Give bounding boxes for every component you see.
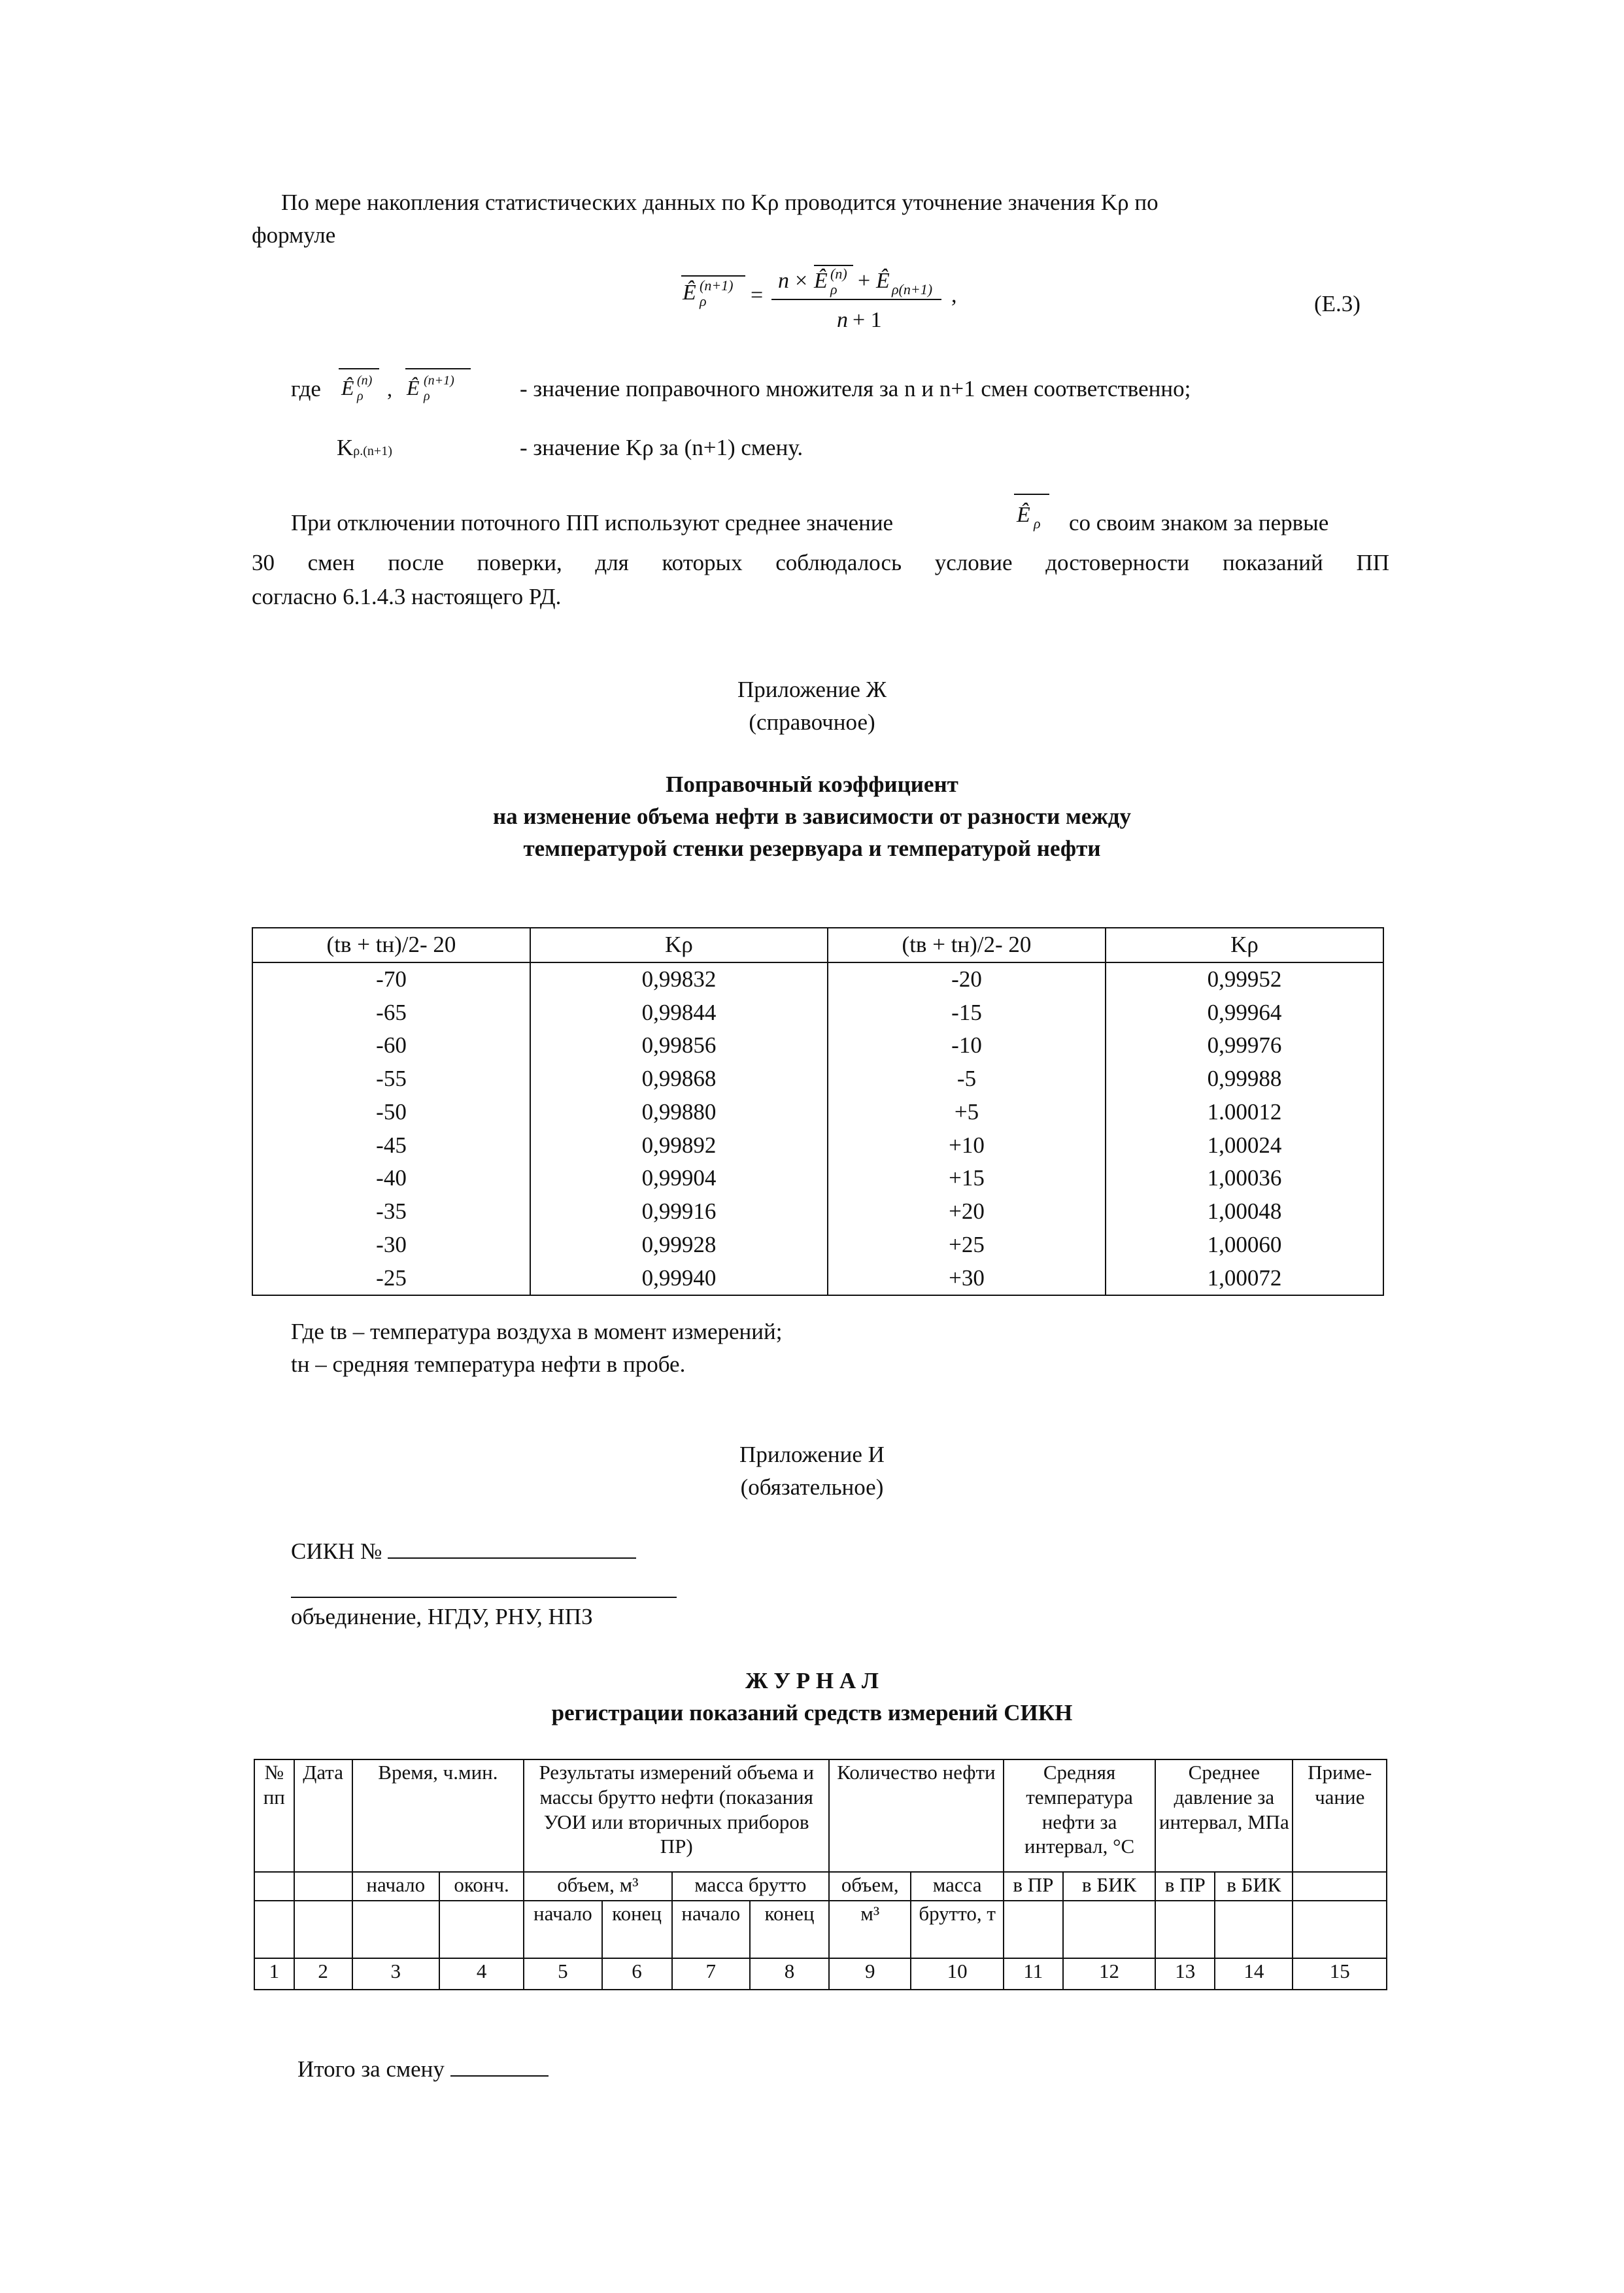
table-cell: 0,99880	[530, 1096, 828, 1129]
svg-text:(n): (n)	[830, 265, 847, 282]
formula-e3	[680, 262, 1007, 340]
table-cell: -70	[252, 962, 530, 996]
table-cell: -15	[828, 996, 1106, 1030]
journal-number-row	[254, 1958, 1387, 1990]
where-sym2: Kρ.(n+1)	[337, 435, 392, 460]
kp-header-kp2: Kρ	[1106, 928, 1383, 962]
sikn-number-blank	[388, 1538, 636, 1559]
ep-bar-symbol	[1010, 492, 1069, 537]
journal-h-vol: объем, м³	[524, 1872, 671, 1901]
journal-h-mass-start: начало	[672, 1901, 750, 1958]
table-cell: 1.00012	[1106, 1096, 1383, 1129]
journal-h-brutto: брутто, т	[911, 1901, 1003, 1958]
journal-col-number: 9	[829, 1958, 911, 1990]
journal-h-qmass: масса	[911, 1872, 1003, 1901]
journal-empty-cell	[1215, 1901, 1293, 1958]
table-cell: 0,99856	[530, 1029, 828, 1062]
journal-h-end: оконч.	[439, 1872, 524, 1901]
journal-col-number: 13	[1155, 1958, 1215, 1990]
journal-empty-cell	[1004, 1901, 1063, 1958]
table-cell: 0,99952	[1106, 962, 1383, 996]
journal-h-date: Дата	[294, 1759, 352, 1872]
para2-a: При отключении поточного ПП используют среднее значение	[291, 510, 894, 535]
svg-text:Ê: Ê	[683, 280, 696, 305]
svg-text:Ê: Ê	[341, 376, 354, 399]
svg-text:ρ: ρ	[357, 389, 364, 403]
journal-header-row3	[254, 1901, 1387, 1958]
appendix-zh-heading2: на изменение объема нефти в зависимости от разности между	[492, 804, 1131, 829]
svg-text:ρ: ρ	[1034, 515, 1041, 532]
table-cell: -45	[252, 1129, 530, 1163]
journal-col-number: 15	[1293, 1958, 1387, 1990]
table-cell: 1,00036	[1106, 1162, 1383, 1195]
table-cell: 0,99988	[1106, 1062, 1383, 1096]
table-cell: -25	[252, 1262, 530, 1296]
table-cell: 0,99892	[530, 1129, 828, 1163]
table-cell: -20	[828, 962, 1106, 996]
formula-graphic	[680, 262, 1007, 340]
table-row	[252, 962, 1383, 996]
appendix-zh-subtitle: (справочное)	[749, 709, 875, 735]
svg-text:ρ: ρ	[830, 281, 837, 297]
where-symbols-graphic	[333, 364, 490, 416]
table-cell: -60	[252, 1029, 530, 1062]
journal-h-qvol: объем,	[829, 1872, 911, 1901]
journal-h-vol-start: начало	[524, 1901, 601, 1958]
journal-empty-cell	[294, 1901, 352, 1958]
ep-bar-graphic	[1010, 492, 1069, 537]
journal-col-number: 14	[1215, 1958, 1293, 1990]
table-cell: 0,99844	[530, 996, 828, 1030]
itogo-line	[297, 2053, 549, 2086]
svg-text:,: ,	[951, 283, 957, 307]
journal-h-qty: Количество нефти	[829, 1759, 1004, 1872]
journal-col-number: 2	[294, 1958, 352, 1990]
appendix-zh-heading3: температурой стенки резервуара и температурой нефти	[523, 836, 1101, 861]
table-row	[252, 996, 1383, 1030]
appendix-zh-heading1: Поправочный коэффициент	[666, 772, 958, 797]
journal-empty-cell	[294, 1872, 352, 1901]
journal-empty-cell	[1155, 1901, 1215, 1958]
journal-col-number: 10	[911, 1958, 1003, 1990]
table-cell: -35	[252, 1195, 530, 1229]
svg-text:,: ,	[387, 377, 392, 401]
org-label: объединение, НГДУ, РНУ, НПЗ	[291, 1604, 593, 1629]
journal-col-number: 12	[1063, 1958, 1155, 1990]
journal-col-number: 1	[254, 1958, 294, 1990]
table-cell: 0,99964	[1106, 996, 1383, 1030]
table-cell: +15	[828, 1162, 1106, 1195]
table-cell: 1,00060	[1106, 1229, 1383, 1262]
journal-table	[254, 1759, 1387, 1990]
journal-col-number: 7	[672, 1958, 750, 1990]
svg-text:n: n	[837, 308, 848, 332]
journal-col-number: 5	[524, 1958, 601, 1990]
journal-empty-cell	[1063, 1901, 1155, 1958]
svg-text:ρ(n+1): ρ(n+1)	[892, 281, 933, 297]
where-label: где	[291, 376, 321, 401]
journal-h-note: Приме-чание	[1293, 1759, 1387, 1872]
journal-subtitle: регистрации показаний средств измерений СИКН	[551, 1700, 1073, 1725]
intro-line2: формуле	[252, 222, 336, 248]
svg-text:ρ: ρ	[424, 389, 430, 403]
journal-h-temp-bik: в БИК	[1063, 1872, 1155, 1901]
journal-h-mass: масса брутто	[672, 1872, 829, 1901]
table-row	[252, 1062, 1383, 1096]
appendix-i-subtitle: (обязательное)	[740, 1474, 884, 1500]
kp-header-arg2: (tв + tн)/2- 20	[828, 928, 1106, 962]
journal-col-number: 6	[602, 1958, 672, 1990]
journal-col-number: 4	[439, 1958, 524, 1990]
svg-text:(n): (n)	[357, 373, 373, 388]
table-cell: 0,99904	[530, 1162, 828, 1195]
journal-h-press-pr: в ПР	[1155, 1872, 1215, 1901]
svg-text:Ê: Ê	[407, 376, 420, 399]
table-row	[252, 1029, 1383, 1062]
table-cell: -10	[828, 1029, 1106, 1062]
journal-h-temp-pr: в ПР	[1004, 1872, 1063, 1901]
journal-h-mass-end: конец	[750, 1901, 829, 1958]
journal-empty-cell	[1293, 1901, 1387, 1958]
journal-empty-cell	[1293, 1872, 1387, 1901]
table-cell: +20	[828, 1195, 1106, 1229]
table-cell: 0,99832	[530, 962, 828, 996]
table-cell: 0,99940	[530, 1262, 828, 1296]
journal-empty-cell	[254, 1872, 294, 1901]
formula-number: (Е.3)	[1314, 291, 1361, 316]
intro-line1: По мере накопления статистических данных по Kρ проводится уточнение значения Kρ по	[281, 190, 1159, 215]
table-cell: +5	[828, 1096, 1106, 1129]
kp-header-kp1: Kρ	[530, 928, 828, 962]
journal-h-press: Среднее давление за интервал, МПа	[1155, 1759, 1293, 1872]
svg-text:(n+1): (n+1)	[700, 277, 734, 294]
journal-h-results: Результаты измерений объема и массы брутто нефти (показания УОИ или вторичных приборов ПР)	[524, 1759, 829, 1872]
svg-text:Ê: Ê	[876, 269, 890, 293]
appendix-i-title: Приложение И	[739, 1442, 885, 1467]
table-cell: -65	[252, 996, 530, 1030]
journal-h-start: начало	[352, 1872, 439, 1901]
kp-table-header	[252, 928, 1383, 962]
journal-empty-cell	[352, 1901, 439, 1958]
table-cell: -30	[252, 1229, 530, 1262]
sikn-label: СИКН №	[291, 1538, 382, 1564]
svg-text:+ 1: + 1	[853, 308, 882, 332]
journal-h-temp: Средняя температура нефти за интервал, °С	[1004, 1759, 1155, 1872]
svg-text:Ê: Ê	[1017, 503, 1030, 527]
kp-header-arg1: (tв + tн)/2- 20	[252, 928, 530, 962]
svg-text:n: n	[778, 269, 789, 293]
table-row	[252, 1096, 1383, 1129]
note-line2: tн – средняя температура нефти в пробе.	[291, 1351, 686, 1377]
para2-d: согласно 6.1.4.3 настоящего РД.	[252, 584, 562, 609]
svg-text:(n+1): (n+1)	[424, 373, 454, 388]
appendix-zh-title: Приложение Ж	[737, 677, 887, 702]
table-cell: 1,00072	[1106, 1262, 1383, 1296]
table-cell: +25	[828, 1229, 1106, 1262]
table-cell: -55	[252, 1062, 530, 1096]
journal-h-m3: м³	[829, 1901, 911, 1958]
table-cell: +10	[828, 1129, 1106, 1163]
table-cell: -50	[252, 1096, 530, 1129]
journal-h-press-bik: в БИК	[1215, 1872, 1293, 1901]
org-blank-line	[291, 1597, 677, 1598]
table-row	[252, 1195, 1383, 1229]
table-cell: 0,99868	[530, 1062, 828, 1096]
svg-text:Ê: Ê	[814, 269, 828, 293]
svg-text:ρ: ρ	[700, 293, 707, 309]
where-def2: - значение Kρ за (n+1) смену.	[520, 435, 804, 460]
itogo-blank	[450, 2056, 549, 2077]
journal-empty-cell	[439, 1901, 524, 1958]
table-cell: 0,99976	[1106, 1029, 1383, 1062]
journal-col-number: 8	[750, 1958, 829, 1990]
itogo-label: Итого за смену	[297, 2056, 445, 2082]
table-row	[252, 1129, 1383, 1163]
table-cell: 1,00048	[1106, 1195, 1383, 1229]
note-line1: Где tв – температура воздуха в момент измерений;	[291, 1319, 783, 1344]
journal-header-row1	[254, 1759, 1387, 1872]
journal-h-vol-end: конец	[602, 1901, 672, 1958]
table-cell: -40	[252, 1162, 530, 1195]
journal-header-row2	[254, 1872, 1387, 1901]
table-row	[252, 1162, 1383, 1195]
table-cell: +30	[828, 1262, 1106, 1296]
journal-col-number: 3	[352, 1958, 439, 1990]
table-row	[252, 1262, 1383, 1296]
svg-text:×: ×	[795, 269, 808, 293]
kp-table	[252, 927, 1384, 1296]
where-def1: - значение поправочного множителя за n и n+1 смен соответственно;	[520, 376, 1191, 401]
table-cell: -5	[828, 1062, 1106, 1096]
para2-b: со своим знаком за первые	[1069, 510, 1329, 535]
where-sym2-letter: K	[337, 435, 354, 460]
journal-empty-cell	[254, 1901, 294, 1958]
where-symbols	[333, 364, 490, 416]
journal-h-time: Время, ч.мин.	[352, 1759, 524, 1872]
table-row	[252, 1229, 1383, 1262]
para2-c: 30 смен после поверки, для которых соблюдалось условие достоверности показаний ПП	[252, 550, 1389, 575]
table-cell: 0,99928	[530, 1229, 828, 1262]
sikn-line	[291, 1535, 636, 1569]
table-cell: 0,99916	[530, 1195, 828, 1229]
journal-col-number: 11	[1004, 1958, 1063, 1990]
journal-h-no: № пп	[254, 1759, 294, 1872]
svg-text:+: +	[858, 269, 871, 293]
table-cell: 1,00024	[1106, 1129, 1383, 1163]
svg-text:=: =	[751, 283, 764, 307]
journal-title: Ж У Р Н А Л	[745, 1668, 879, 1693]
